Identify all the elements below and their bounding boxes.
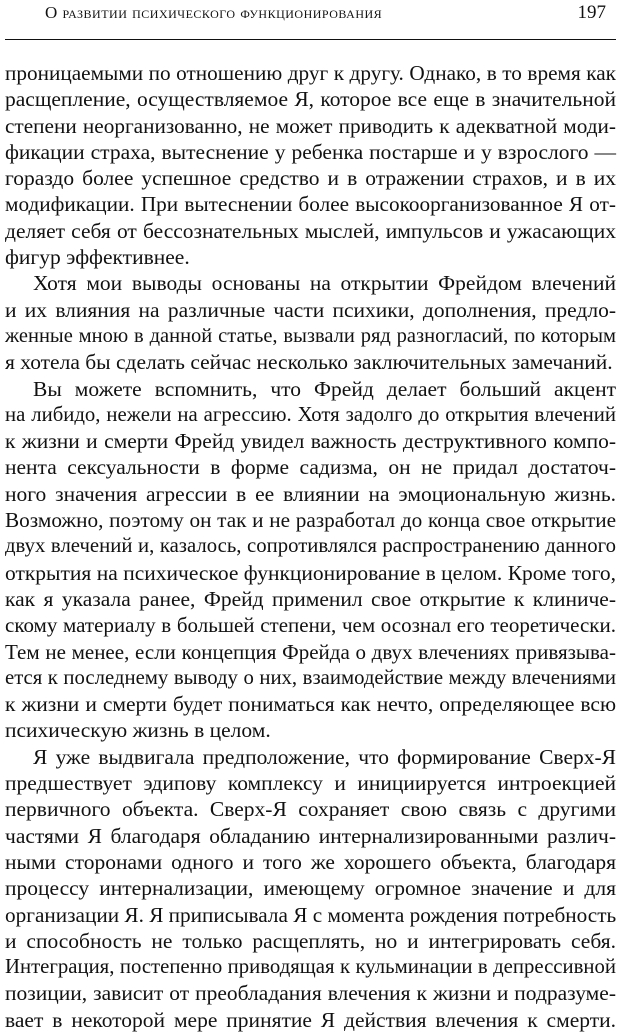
paragraph — [5, 744, 616, 1033]
text-line: женные мною в данной статье, вызвали ряд разногласий, по которым — [5, 324, 616, 347]
text-line: ется к последнему выводу о них, взаимодействие между влечениями — [5, 666, 616, 689]
page-header — [5, 0, 616, 40]
text-line: вает в некоторой мере принятие Я действия влечения к смерти. — [5, 1007, 616, 1032]
text-line: и способность не только расщеплять, но и интегрировать себя. — [5, 928, 616, 953]
text-line: к жизни и смерти Фрейд увидел важность деструктивного компо- — [5, 429, 616, 454]
text-line: деляет себя от бессознательных мыслей, импульсов и ужасающих — [5, 218, 616, 243]
body-text — [5, 60, 616, 1033]
text-line: Я уже выдвигала предположение, что формирование Сверх-Я — [33, 744, 616, 769]
paragraph — [5, 270, 616, 375]
text-line: частями Я благодаря обладанию интернализированными различ- — [5, 823, 616, 848]
text-line: ными сторонами одного и того же хорошего объекта, благодаря — [5, 849, 616, 874]
text-line: Вы можете вспомнить, что Фрейд делает больший акцент — [33, 376, 616, 401]
text-line: Возможно, поэтому он так и не разработал до конца свое открытие — [5, 508, 616, 533]
text-line: Интеграция, постепенно приводящая к кульминации в депрессивной — [5, 956, 616, 979]
text-line: организации Я. Я приписывала Я с момента рождения потребность — [5, 902, 617, 927]
text-line: позиции, зависит от преобладания влечения к жизни и подразуме- — [5, 981, 616, 1006]
text-line: двух влечений и, казалось, сопротивлялся распространению данного — [5, 535, 616, 558]
running-title: О развитии психического функционирования — [45, 3, 383, 22]
paragraph — [5, 60, 616, 270]
text-line: я хотела бы сделать сейчас несколько заключительных замечаний. — [5, 350, 613, 375]
text-line: первичного объекта. Сверх-Я сохраняет свою связь с другими — [5, 797, 616, 822]
text-line: на либидо, нежели на агрессию. Хотя задолго до открытия влечений — [5, 403, 616, 426]
text-line: как я указала ранее, Фрейд применил свое открытие к клиниче- — [5, 586, 616, 611]
text-line: модификации. При вытеснении более высокоорганизованное Я от- — [5, 192, 616, 217]
text-line: фигур эффективнее. — [5, 245, 190, 270]
text-line: Хотя мои выводы основаны на открытии Фрейдом влечений — [33, 271, 616, 296]
text-line: проницаемыми по отношению друг к другу. Однако, в то время как — [5, 61, 616, 85]
text-line: степени неорганизованно, не может приводить к адекватной моди- — [5, 113, 616, 138]
text-line: и их влияния на различные части психики, дополнения, предло- — [5, 297, 616, 322]
text-line: фикации страха, вытеснение у ребенка постарше и у взрослого — — [5, 139, 616, 164]
page-number: 197 — [577, 2, 606, 23]
text-line: психическую жизнь в целом. — [5, 718, 271, 743]
text-line: скому материалу в большей степени, чем осознал его теоретически. — [5, 613, 616, 638]
text-line: к жизни и смерти будет пониматься как нечто, определяющее всю — [5, 692, 616, 717]
text-line: нента сексуальности в форме садизма, он не придал достаточ- — [5, 455, 616, 480]
paragraph — [5, 376, 616, 744]
text-line: Тем не менее, если концепция Фрейда о двух влечениях привязыва- — [5, 639, 616, 664]
text-line: гораздо более успешное средство и в отражении страхов, и в их — [5, 166, 616, 191]
text-line: предшествует эдипову комплексу и инициируется интроекцией — [5, 771, 616, 796]
text-line: процессу интернализации, имеющему огромное значение и для — [5, 876, 616, 901]
text-line: расщепление, осуществляемое Я, которое все еще в значительной — [5, 87, 616, 112]
text-line: открытия на психическое функционирование в целом. Кроме того, — [5, 560, 616, 585]
text-line: ного значения агрессии в ее влиянии на эмоциональную жизнь. — [5, 481, 616, 506]
